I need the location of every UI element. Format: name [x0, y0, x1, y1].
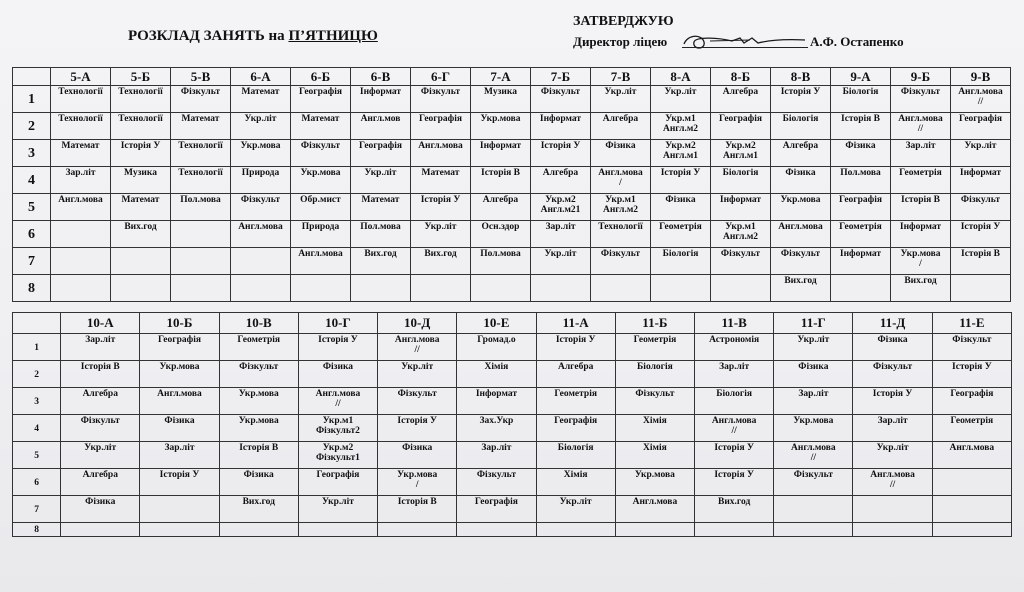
lesson-cell: Фізкульт	[891, 86, 951, 113]
class-header: 5-В	[171, 68, 231, 86]
lesson-cell: Укр.м1 Англ.м2	[651, 113, 711, 140]
class-header: 11-Е	[932, 313, 1011, 334]
lesson-cell: Укр.літ	[531, 248, 591, 275]
lesson-cell: Геометрія	[891, 167, 951, 194]
lesson-cell: Історія У	[651, 167, 711, 194]
lesson-cell: Фізкульт	[411, 86, 471, 113]
lesson-cell: Укр.мова	[771, 194, 831, 221]
grades-5-9-schedule-table	[12, 67, 1011, 302]
lesson-cell: Вих.год	[771, 275, 831, 302]
lesson-cell: Технології	[171, 167, 231, 194]
lesson-cell: Укр.літ	[951, 140, 1011, 167]
lesson-cell	[711, 275, 771, 302]
lesson-cell	[171, 248, 231, 275]
lesson-cell	[61, 523, 140, 537]
grades-10-11-schedule-table	[12, 312, 1012, 537]
lesson-cell: Біологія	[615, 361, 694, 388]
lesson-row	[13, 140, 1011, 167]
lesson-row	[13, 334, 1012, 361]
lesson-cell: Англ.мова	[51, 194, 111, 221]
lesson-cell: Геометрія	[932, 415, 1011, 442]
lesson-row	[13, 469, 1012, 496]
lesson-cell	[853, 523, 932, 537]
lesson-cell	[298, 523, 377, 537]
lesson-cell: Астрономія	[695, 334, 774, 361]
lesson-row	[13, 275, 1011, 302]
lesson-cell: Інформат	[351, 86, 411, 113]
lesson-cell: Укр.літ	[651, 86, 711, 113]
class-header: 10-Б	[140, 313, 219, 334]
lesson-cell: Фізкульт	[231, 194, 291, 221]
lesson-cell: Музика	[111, 167, 171, 194]
lesson-cell: Зах.Укр	[457, 415, 536, 442]
lesson-cell: Пол.мова	[471, 248, 531, 275]
lesson-cell: Вих.год	[351, 248, 411, 275]
lesson-cell: Географія	[298, 469, 377, 496]
lesson-cell: Обр.мист	[291, 194, 351, 221]
lesson-cell: Математ	[291, 113, 351, 140]
lesson-cell: Фізкульт	[711, 248, 771, 275]
lesson-cell: Алгебра	[531, 167, 591, 194]
class-header: 5-Б	[111, 68, 171, 86]
lesson-cell: Історія У	[140, 469, 219, 496]
lesson-cell: Географія	[457, 496, 536, 523]
lesson-cell	[111, 248, 171, 275]
lesson-cell: Зар.літ	[531, 221, 591, 248]
lesson-cell: Історія У	[695, 469, 774, 496]
lesson-cell: Географія	[831, 194, 891, 221]
lesson-cell: Історія У	[536, 334, 615, 361]
lesson-cell	[378, 523, 457, 537]
lesson-cell: Пол.мова	[831, 167, 891, 194]
lesson-cell	[51, 275, 111, 302]
lesson-cell: Фізкульт	[61, 415, 140, 442]
lesson-cell: Математ	[351, 194, 411, 221]
lesson-cell: Біологія	[831, 86, 891, 113]
lesson-cell: Фізкульт	[171, 86, 231, 113]
class-header: 11-Г	[774, 313, 853, 334]
class-header: 8-Б	[711, 68, 771, 86]
lesson-cell: Укр.м2 Фізкульт1	[298, 442, 377, 469]
lesson-cell: Математ	[111, 194, 171, 221]
lesson-number: 8	[13, 523, 61, 537]
lesson-cell	[774, 523, 853, 537]
lesson-cell: Геометрія	[615, 334, 694, 361]
lesson-cell: Укр.мова	[615, 469, 694, 496]
lesson-cell	[774, 496, 853, 523]
class-header: 11-А	[536, 313, 615, 334]
lesson-cell: Алгебра	[591, 113, 651, 140]
lesson-cell: Природа	[291, 221, 351, 248]
lesson-cell: Алгебра	[771, 140, 831, 167]
lesson-number: 2	[13, 113, 51, 140]
lesson-cell: Історія У	[298, 334, 377, 361]
lesson-cell: Біологія	[536, 442, 615, 469]
lesson-cell: Укр.літ	[61, 442, 140, 469]
lesson-cell: Історія У	[411, 194, 471, 221]
lesson-cell: Історія В	[891, 194, 951, 221]
class-header: 11-Д	[853, 313, 932, 334]
lesson-cell: Геометрія	[536, 388, 615, 415]
lesson-number: 3	[13, 140, 51, 167]
lesson-row	[13, 388, 1012, 415]
lesson-cell	[111, 275, 171, 302]
lesson-cell	[615, 523, 694, 537]
director-name: А.Ф. Остапенко	[810, 34, 904, 49]
lesson-cell: Фізкульт	[853, 361, 932, 388]
lesson-cell: Зар.літ	[51, 167, 111, 194]
lesson-cell: Хімія	[457, 361, 536, 388]
class-header: 11-В	[695, 313, 774, 334]
class-header: 10-Д	[378, 313, 457, 334]
lesson-cell: Англ.мова //	[853, 469, 932, 496]
lesson-cell: Інформат	[531, 113, 591, 140]
lesson-cell: Фізика	[298, 361, 377, 388]
lesson-cell: Історія В	[471, 167, 531, 194]
lesson-cell: Географія	[711, 113, 771, 140]
lesson-cell: Фізкульт	[774, 469, 853, 496]
lesson-cell: Зар.літ	[457, 442, 536, 469]
lesson-row	[13, 167, 1011, 194]
lesson-cell: Геометрія	[651, 221, 711, 248]
lesson-cell: Англ.мова	[615, 496, 694, 523]
lesson-cell: Англ.мова	[411, 140, 471, 167]
lesson-cell	[951, 275, 1011, 302]
lesson-cell: Географія	[951, 113, 1011, 140]
lesson-cell	[171, 221, 231, 248]
lesson-cell: Алгебра	[711, 86, 771, 113]
lesson-row	[13, 86, 1011, 113]
lesson-cell: Технології	[111, 86, 171, 113]
lesson-cell: Зар.літ	[853, 415, 932, 442]
lesson-row	[13, 523, 1012, 537]
lesson-cell: Географія	[351, 140, 411, 167]
lesson-cell: Укр.мова	[774, 415, 853, 442]
lesson-cell: Укр.літ	[298, 496, 377, 523]
lesson-cell: Історія У	[531, 140, 591, 167]
lesson-cell: Технології	[171, 140, 231, 167]
lesson-cell: Англ.мова //	[695, 415, 774, 442]
lesson-cell: Англ.мова /	[591, 167, 651, 194]
lesson-cell	[932, 523, 1011, 537]
lesson-cell	[932, 469, 1011, 496]
lesson-cell: Укр.мова /	[891, 248, 951, 275]
lesson-number: 7	[13, 496, 61, 523]
lesson-row	[13, 194, 1011, 221]
lesson-cell: Зар.літ	[695, 361, 774, 388]
lesson-cell: Укр.м1 Фізкульт2	[298, 415, 377, 442]
lesson-cell: Зар.літ	[61, 334, 140, 361]
lesson-cell	[140, 496, 219, 523]
lesson-cell: Укр.м2 Англ.м1	[651, 140, 711, 167]
lesson-cell	[351, 275, 411, 302]
lesson-row	[13, 113, 1011, 140]
lesson-cell: Укр.літ	[536, 496, 615, 523]
lesson-cell: Географія	[536, 415, 615, 442]
lesson-row	[13, 221, 1011, 248]
lesson-cell: Алгебра	[536, 361, 615, 388]
lesson-cell: Укр.літ	[411, 221, 471, 248]
lesson-cell: Укр.літ	[591, 86, 651, 113]
lesson-cell: Історія У	[378, 415, 457, 442]
lesson-cell: Укр.мова	[291, 167, 351, 194]
lesson-cell: Фізика	[831, 140, 891, 167]
class-header: 7-В	[591, 68, 651, 86]
lesson-cell: Фізкульт	[771, 248, 831, 275]
lesson-number: 6	[13, 221, 51, 248]
lesson-cell: Алгебра	[471, 194, 531, 221]
lesson-cell: Хімія	[536, 469, 615, 496]
lesson-cell: Історія У	[695, 442, 774, 469]
lesson-cell	[695, 523, 774, 537]
lesson-cell: Укр.м1 Англ.м2	[711, 221, 771, 248]
lesson-cell: Фізика	[378, 442, 457, 469]
class-header: 10-В	[219, 313, 298, 334]
director-label: Директор ліцею	[573, 34, 668, 49]
lesson-cell: Англ.мова	[231, 221, 291, 248]
corner-cell	[13, 68, 51, 86]
lesson-row	[13, 248, 1011, 275]
schedule-title	[128, 28, 378, 45]
class-header: 6-А	[231, 68, 291, 86]
lesson-cell: Фізкульт	[378, 388, 457, 415]
lesson-cell: Укр.м1 Англ.м2	[591, 194, 651, 221]
lesson-cell: Фізика	[853, 334, 932, 361]
lesson-cell: Фізкульт	[615, 388, 694, 415]
lesson-number: 4	[13, 415, 61, 442]
class-header: 11-Б	[615, 313, 694, 334]
lesson-cell: Інформат	[831, 248, 891, 275]
lesson-cell: Географія	[411, 113, 471, 140]
lesson-cell: Укр.мова	[219, 415, 298, 442]
lesson-cell	[231, 275, 291, 302]
lesson-cell: Укр.літ	[853, 442, 932, 469]
title-text: РОЗКЛАД ЗАНЯТЬ на	[128, 28, 285, 44]
approval-label: ЗАТВЕРДЖУЮ	[573, 14, 674, 29]
lesson-cell: Природа	[231, 167, 291, 194]
lesson-cell: Пол.мова	[351, 221, 411, 248]
lesson-cell: Математ	[171, 113, 231, 140]
lesson-cell: Вих.год	[411, 248, 471, 275]
title-day: П’ЯТНИЦЮ	[288, 28, 378, 44]
lesson-cell: Англ.мова	[140, 388, 219, 415]
lesson-cell: Інформат	[891, 221, 951, 248]
signature-icon	[680, 32, 810, 52]
class-header: 5-А	[51, 68, 111, 86]
lesson-cell	[591, 275, 651, 302]
lesson-cell: Математ	[51, 140, 111, 167]
lesson-cell: Укр.м2 Англ.м1	[711, 140, 771, 167]
lesson-number: 5	[13, 194, 51, 221]
lesson-cell: Англ.мова //	[951, 86, 1011, 113]
lesson-cell: Зар.літ	[774, 388, 853, 415]
lesson-cell	[932, 496, 1011, 523]
lesson-cell	[471, 275, 531, 302]
lesson-cell: Укр.мова /	[378, 469, 457, 496]
lesson-cell: Географія	[932, 388, 1011, 415]
lesson-cell: Укр.мова	[140, 361, 219, 388]
lesson-row	[13, 442, 1012, 469]
lesson-cell: Фізкульт	[932, 334, 1011, 361]
lesson-cell: Фізика	[771, 167, 831, 194]
lesson-cell: Англ.мова //	[298, 388, 377, 415]
lesson-cell	[536, 523, 615, 537]
lesson-cell: Укр.мова	[219, 388, 298, 415]
lesson-cell: Укр.м2 Англ.м21	[531, 194, 591, 221]
lesson-cell: Англ.мов	[351, 113, 411, 140]
lesson-cell: Фізкульт	[291, 140, 351, 167]
lesson-cell: Укр.літ	[351, 167, 411, 194]
class-header: 9-Б	[891, 68, 951, 86]
lesson-cell: Укр.літ	[378, 361, 457, 388]
lesson-cell: Геометрія	[831, 221, 891, 248]
lesson-cell: Історія У	[111, 140, 171, 167]
lesson-cell: Фізкульт	[951, 194, 1011, 221]
lesson-cell	[51, 221, 111, 248]
lesson-number: 4	[13, 167, 51, 194]
lesson-cell: Вих.год	[111, 221, 171, 248]
class-header: 7-А	[471, 68, 531, 86]
lesson-cell	[171, 275, 231, 302]
class-header: 9-В	[951, 68, 1011, 86]
class-header: 6-Г	[411, 68, 471, 86]
lesson-cell: Фізика	[591, 140, 651, 167]
class-header: 10-А	[61, 313, 140, 334]
lesson-cell: Математ	[411, 167, 471, 194]
lesson-cell	[231, 248, 291, 275]
signature-line	[682, 47, 808, 48]
lesson-number: 6	[13, 469, 61, 496]
lesson-row	[13, 496, 1012, 523]
lesson-cell: Географія	[291, 86, 351, 113]
lesson-cell: Геометрія	[219, 334, 298, 361]
lesson-cell	[531, 275, 591, 302]
lesson-cell: Вих.год	[891, 275, 951, 302]
lesson-cell: Осн.здор	[471, 221, 531, 248]
lesson-cell: Історія У	[951, 221, 1011, 248]
lesson-cell: Фізкульт	[591, 248, 651, 275]
lesson-number: 1	[13, 334, 61, 361]
lesson-row	[13, 361, 1012, 388]
lesson-cell: Історія В	[951, 248, 1011, 275]
lesson-cell: Інформат	[471, 140, 531, 167]
lesson-cell: Музика	[471, 86, 531, 113]
lesson-cell: Біологія	[771, 113, 831, 140]
class-header: 7-Б	[531, 68, 591, 86]
lesson-cell: Вих.год	[219, 496, 298, 523]
lesson-row	[13, 415, 1012, 442]
lesson-number: 5	[13, 442, 61, 469]
lesson-cell: Алгебра	[61, 469, 140, 496]
lesson-cell: Біологія	[695, 388, 774, 415]
lesson-cell: Історія В	[378, 496, 457, 523]
lesson-cell: Громад.о	[457, 334, 536, 361]
lesson-cell: Хімія	[615, 415, 694, 442]
lesson-cell: Географія	[140, 334, 219, 361]
lesson-cell: Фізика	[651, 194, 711, 221]
lesson-cell	[831, 275, 891, 302]
class-header: 8-А	[651, 68, 711, 86]
lesson-cell: Англ.мова	[771, 221, 831, 248]
class-header: 8-В	[771, 68, 831, 86]
lesson-cell: Інформат	[711, 194, 771, 221]
class-header: 6-Б	[291, 68, 351, 86]
lesson-cell: Технології	[591, 221, 651, 248]
lesson-cell: Фізика	[774, 361, 853, 388]
lesson-cell	[51, 248, 111, 275]
lesson-cell: Фізика	[219, 469, 298, 496]
lesson-cell: Історія У	[853, 388, 932, 415]
lesson-cell: Алгебра	[61, 388, 140, 415]
corner-cell	[13, 313, 61, 334]
lesson-cell: Укр.літ	[774, 334, 853, 361]
lesson-cell: Пол.мова	[171, 194, 231, 221]
lesson-cell: Фізика	[61, 496, 140, 523]
lesson-cell: Англ.мова //	[891, 113, 951, 140]
lesson-cell: Зар.літ	[140, 442, 219, 469]
lesson-cell: Фізкульт	[457, 469, 536, 496]
lesson-cell: Біологія	[711, 167, 771, 194]
lesson-cell: Історія В	[219, 442, 298, 469]
lesson-cell: Хімія	[615, 442, 694, 469]
lesson-cell: Фізика	[140, 415, 219, 442]
lesson-cell: Вих.год	[695, 496, 774, 523]
class-header: 10-Г	[298, 313, 377, 334]
lesson-cell: Англ.мова	[932, 442, 1011, 469]
lesson-cell	[457, 523, 536, 537]
lesson-cell	[140, 523, 219, 537]
lesson-cell: Історія У	[932, 361, 1011, 388]
lesson-cell: Технології	[51, 113, 111, 140]
class-header: 6-В	[351, 68, 411, 86]
lesson-cell: Біологія	[651, 248, 711, 275]
lesson-cell	[219, 523, 298, 537]
lesson-cell: Інформат	[457, 388, 536, 415]
class-header: 10-Е	[457, 313, 536, 334]
lesson-cell: Укр.літ	[231, 113, 291, 140]
lesson-cell: Технології	[51, 86, 111, 113]
lesson-cell: Інформат	[951, 167, 1011, 194]
lesson-cell: Історія В	[831, 113, 891, 140]
lesson-number: 8	[13, 275, 51, 302]
lesson-cell: Математ	[231, 86, 291, 113]
class-header: 9-А	[831, 68, 891, 86]
lesson-cell: Фізкульт	[219, 361, 298, 388]
lesson-cell: Історія В	[61, 361, 140, 388]
lesson-cell	[291, 275, 351, 302]
lesson-cell: Укр.мова	[471, 113, 531, 140]
lesson-cell	[651, 275, 711, 302]
lesson-cell: Фізкульт	[531, 86, 591, 113]
lesson-number: 3	[13, 388, 61, 415]
lesson-cell: Англ.мова	[291, 248, 351, 275]
lesson-number: 1	[13, 86, 51, 113]
lesson-cell: Технології	[111, 113, 171, 140]
lesson-cell: Зар.літ	[891, 140, 951, 167]
lesson-cell: Укр.мова	[231, 140, 291, 167]
lesson-cell	[411, 275, 471, 302]
lesson-number: 7	[13, 248, 51, 275]
lesson-cell: Історія У	[771, 86, 831, 113]
lesson-cell: Англ.мова //	[378, 334, 457, 361]
lesson-cell	[853, 496, 932, 523]
lesson-number: 2	[13, 361, 61, 388]
lesson-cell: Англ.мова //	[774, 442, 853, 469]
